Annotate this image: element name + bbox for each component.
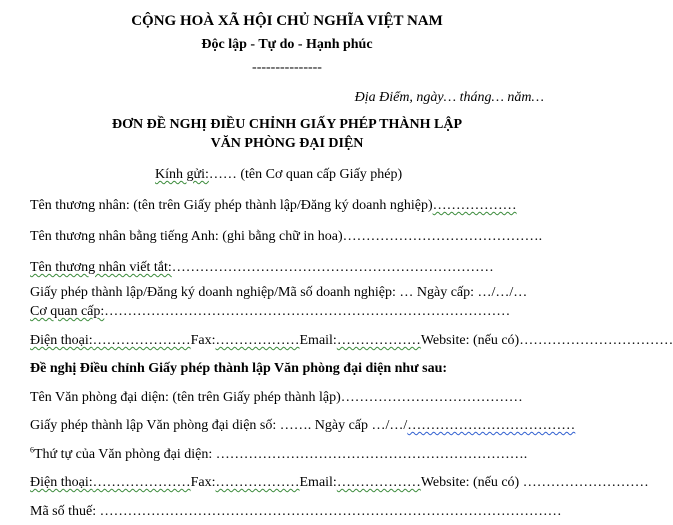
document-title-line2: VĂN PHÒNG ĐẠI DIỆN (210, 136, 364, 151)
contact-row[interactable] (30, 333, 673, 349)
section-heading: Đề nghị Điều chỉnh Giấy phép thành lập Văn phòng đại diện như sau: (30, 361, 448, 376)
office-order-field[interactable] (30, 447, 527, 463)
country-name: CỘNG HOÀ XÃ HỘI CHỦ NGHĨA VIỆT NAM (131, 13, 443, 29)
footnote-marker: 6 (30, 445, 34, 455)
office-name-label: Tên Văn phòng đại diện: (tên trên Giấy phép thành lập) (30, 390, 341, 405)
office-phone-dots: ………………… (92, 475, 191, 490)
issuing-body-field[interactable] (30, 304, 510, 320)
addressee-line (155, 167, 402, 183)
email-dots: ……………… (336, 333, 421, 348)
trader-abbr-field[interactable] (30, 260, 494, 276)
office-license-label: Giấy phép thành lập Văn phòng đại diện số: ……. Ngày cấp …/…/ (30, 418, 408, 433)
email-label: Email: (299, 333, 337, 348)
office-license-field[interactable] (30, 418, 575, 434)
office-license-dots: ……………………………… (407, 418, 576, 433)
trader-abbr-label: Tên thương nhân viết tắt: (30, 260, 172, 275)
addressee-label: Kính gửi: (155, 167, 209, 182)
license-number-field[interactable]: Giấy phép thành lập/Đăng ký doanh nghiệp/Mã số doanh nghiệp: … Ngày cấp: …/…/… (30, 285, 528, 300)
office-phone-label: Điện thoại: (30, 475, 93, 490)
phone-label: Điện thoại: (30, 333, 93, 348)
issuing-body-dots: …………………………………………………………………………… (104, 304, 511, 319)
website-field: Website: (nếu có)…………………………… (420, 333, 673, 348)
fax-dots: ……………… (215, 333, 300, 348)
office-email-dots: ……………… (336, 475, 421, 490)
trader-name-en-field[interactable]: Tên thương nhân bằng tiếng Anh: (ghi bằng chữ in hoa)……………………………………. (30, 229, 543, 244)
document-title-line1: ĐƠN ĐỀ NGHỊ ĐIỀU CHỈNH GIẤY PHÉP THÀNH LẬP (111, 117, 463, 132)
office-email-label: Email: (299, 475, 337, 490)
office-fax-dots: ……………… (215, 475, 300, 490)
trader-abbr-dots: …………………………………………………………… (171, 260, 494, 275)
trader-name-dots: ……………… (432, 198, 517, 213)
header-separator: --------------- (252, 60, 322, 75)
addressee-placeholder: (tên Cơ quan cấp Giấy phép) (236, 167, 403, 182)
office-fax-label: Fax: (190, 475, 216, 490)
fax-label: Fax: (190, 333, 216, 348)
office-contact-row[interactable] (30, 475, 649, 491)
trader-name-label: Tên thương nhân: (tên trên Giấy phép thành lập/Đăng ký doanh nghiệp) (30, 198, 433, 213)
issuing-body-label: Cơ quan cấp: (30, 304, 105, 319)
addressee-dots: …… (208, 167, 237, 182)
office-name-dots: ………………………………… (340, 390, 523, 405)
office-order-label: Thứ tự của Văn phòng đại diện: …………………………………………………………. (34, 447, 528, 462)
office-name-field[interactable] (30, 390, 523, 406)
office-website-field: Website: (nếu có) ……………………… (420, 475, 649, 490)
national-motto: Độc lập - Tự do - Hạnh phúc (201, 37, 373, 52)
phone-dots: ………………… (92, 333, 191, 348)
tax-code-field[interactable]: Mã số thuế: ……………………………………………………………………………………… (30, 504, 562, 519)
trader-name-field[interactable] (30, 198, 517, 214)
place-date: Địa Điểm, ngày… tháng… năm… (354, 90, 544, 105)
